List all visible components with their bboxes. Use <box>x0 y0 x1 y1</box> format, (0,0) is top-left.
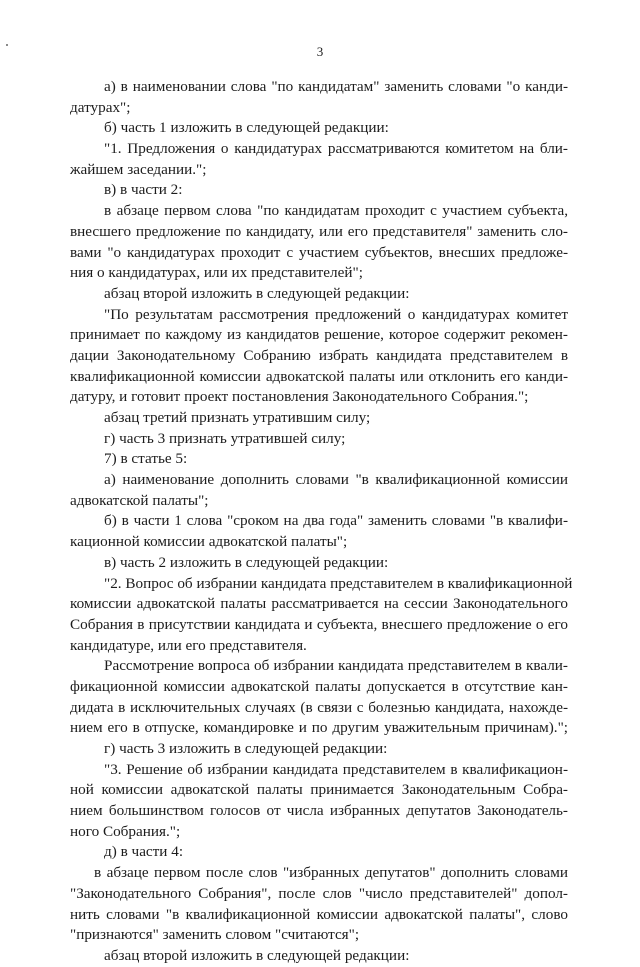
text-line: абзац второй изложить в следующей редакции: <box>104 946 410 964</box>
text-line: г) часть 3 изложить в следующей редакции: <box>104 740 388 757</box>
text-line: "По результатам рассмотрения предложений о кандидатурах комитет <box>104 305 568 323</box>
text-line: "3. Решение об избрании кандидата представителем в квалификацион- <box>104 760 568 778</box>
text-line: нием его в отпуске, командировке и по другим уважительным причинам)."; <box>70 719 568 737</box>
text-line: абзац второй изложить в следующей редакции: <box>104 284 410 302</box>
text-line: кандидатуре, или его представителя. <box>70 636 307 654</box>
text-line: в) часть 2 изложить в следующей редакции: <box>104 553 389 571</box>
text-line: "2. Вопрос об избрании кандидата представителем в квалификационной <box>104 574 573 592</box>
text-line: "Законодательного Собрания", после слов "число представителей" допол- <box>70 884 568 902</box>
text-line: г) часть 3 признать утратившей силу; <box>104 429 346 447</box>
text-line: датурах"; <box>70 98 131 116</box>
text-line: принимает по каждому из кандидатов решение, которое содержит рекомен- <box>70 326 568 344</box>
page-number: 3 <box>316 44 324 59</box>
text-line: абзац третий признать утратившим силу; <box>104 409 371 426</box>
text-line: датуру, и готовит проект постановления Законодательного Собрания."; <box>70 388 529 406</box>
text-line: в) в части 2: <box>104 181 183 199</box>
text-line: квалификационной комиссии адвокатской палаты или отклонить его канди- <box>70 367 568 385</box>
text-line: комиссии адвокатской палаты рассматривается на сессии Законодательного <box>70 595 568 613</box>
text-line: внесшего предложение по кандидату, или его представителя" заменить сло- <box>70 222 568 240</box>
text-line: а) в наименовании слова "по кандидатам" заменить словами "о канди- <box>104 78 568 95</box>
text-line: дидата в исключительных случаях (в связи с болезнью кандидата, нахожде- <box>70 698 568 716</box>
text-line: б) в части 1 слова "сроком на два года" заменить словами "в квалифи- <box>104 512 568 530</box>
text-line: дации Законодательному Собранию избрать кандидата представителем в <box>70 346 568 364</box>
text-line: д) в части 4: <box>104 843 184 861</box>
text-line: фикационной комиссии адвокатской палаты допускается в отсутствие кан- <box>70 677 568 695</box>
text-line: нием большинством голосов от числа избранных депутатов Законодатель- <box>70 802 568 820</box>
text-line: Рассмотрение вопроса об избрании кандидата представителем в квали- <box>104 657 568 675</box>
text-line: в абзаце первом слова "по кандидатам проходит с участием субъекта, <box>104 202 568 220</box>
text-line: б) часть 1 изложить в следующей редакции: <box>104 119 389 137</box>
text-line: вами "о кандидатурах проходит с участием субъектов, внесших предложе- <box>70 243 568 261</box>
text-line: ного Собрания."; <box>70 822 181 840</box>
text-line: "признаются" заменить словом "считаются"; <box>70 926 360 944</box>
text-line: 7) в статье 5: <box>104 450 188 468</box>
text-line: "1. Предложения о кандидатурах рассматриваются комитетом на бли- <box>104 140 568 158</box>
text-line: кационной комиссии адвокатской палаты"; <box>70 533 348 551</box>
text-line: Собрания в присутствии кандидата и субъекта, внесшего предложение о его <box>70 615 568 633</box>
text-line: жайшем заседании."; <box>70 160 207 178</box>
document-body <box>70 77 573 967</box>
text-line: нить словами "в квалификационной комиссии адвокатской палаты", слово <box>70 905 568 923</box>
text-line: ной комиссии адвокатской палаты принимается Законодательным Собра- <box>70 781 568 799</box>
text-line: а) наименование дополнить словами "в квалификационной комиссии <box>104 471 568 489</box>
text-line: адвокатской палаты"; <box>70 491 209 509</box>
text-line: ния о кандидатурах, или их представителей"; <box>70 264 363 282</box>
text-line: в абзаце первом после слов "избранных депутатов" дополнить словами <box>94 864 568 882</box>
